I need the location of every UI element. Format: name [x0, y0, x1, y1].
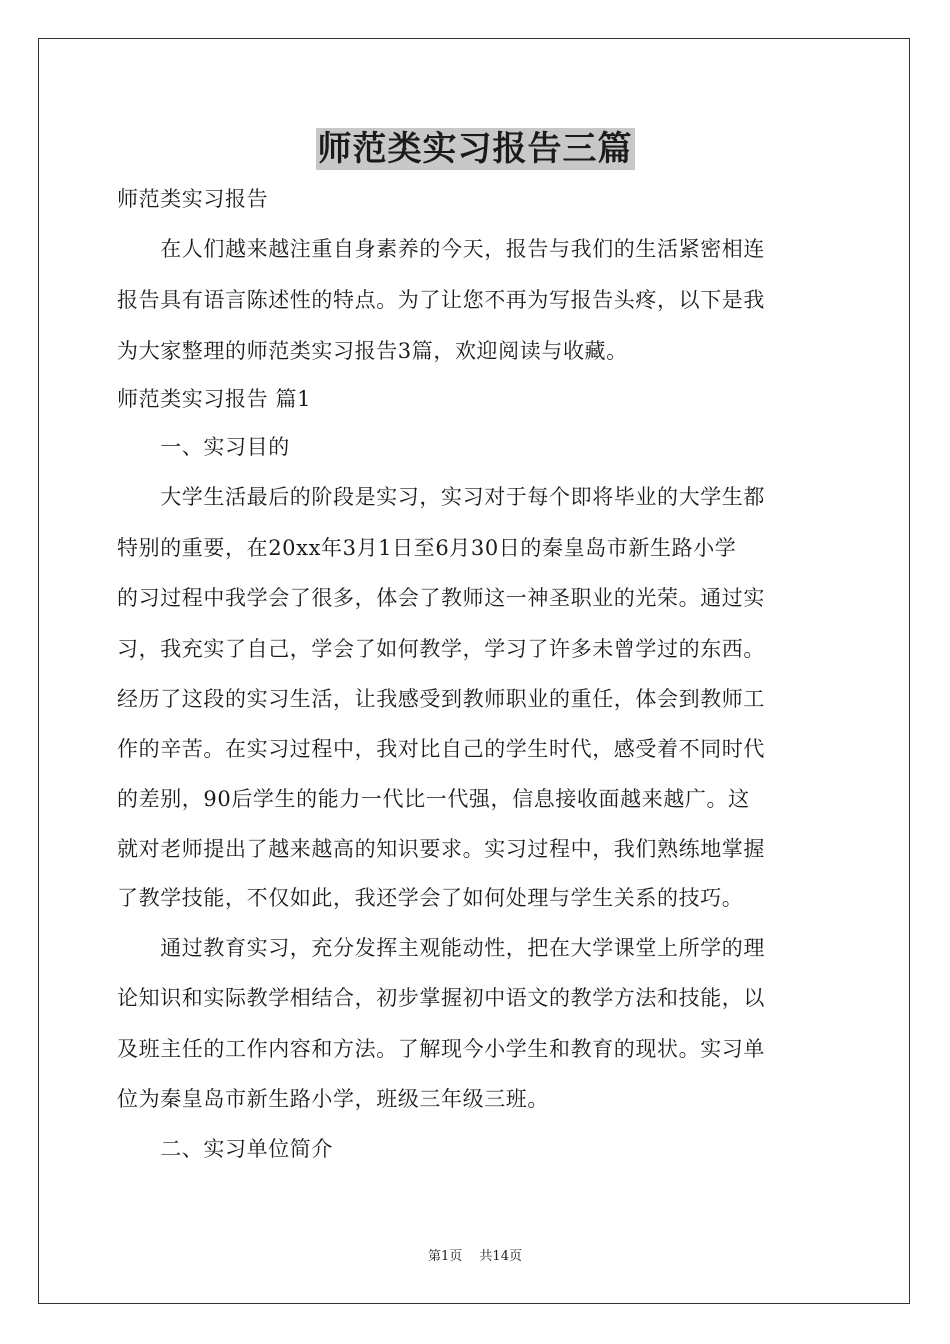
- paragraph-line: 作的辛苦。在实习过程中，我对比自己的学生时代，感受着不同时代: [117, 737, 765, 761]
- paragraph-line: 位为秦皇岛市新生路小学，班级三年级三班。: [117, 1087, 549, 1111]
- paragraph-line: 通过教育实习，充分发挥主观能动性，把在大学课堂上所学的理: [117, 936, 765, 960]
- paragraph-line: 大学生活最后的阶段是实习，实习对于每个即将毕业的大学生都: [117, 485, 765, 509]
- paragraph-line: 在人们越来越注重自身素养的今天，报告与我们的生活紧密相连: [117, 237, 765, 261]
- page-border: [38, 38, 910, 1304]
- document-title: 师范类实习报告三篇: [317, 129, 633, 169]
- paragraph-line: 报告具有语言陈述性的特点。为了让您不再为写报告头疼，以下是我: [117, 288, 765, 312]
- section-heading: 师范类实习报告 篇1: [117, 387, 312, 411]
- section-heading: 师范类实习报告: [117, 187, 269, 211]
- paragraph-line: 习，我充实了自己，学会了如何教学，学习了许多未曾学过的东西。: [117, 637, 765, 661]
- paragraph-line: 特别的重要，在20xx年3月1日至6月30日的秦皇岛市新生路小学: [117, 536, 737, 560]
- paragraph-line: 的习过程中我学会了很多，体会了教师这一神圣职业的光荣。通过实: [117, 586, 765, 610]
- paragraph-line: 论知识和实际教学相结合，初步掌握初中语文的教学方法和技能，以: [117, 986, 765, 1010]
- subsection-heading: 一、实习目的: [117, 435, 290, 459]
- paragraph-line: 经历了这段的实习生活，让我感受到教师职业的重任，体会到教师工: [117, 687, 765, 711]
- paragraph-line: 及班主任的工作内容和方法。了解现今小学生和教育的现状。实习单: [117, 1037, 765, 1061]
- subsection-heading: 二、实习单位简介: [117, 1137, 333, 1161]
- paragraph-line: 为大家整理的师范类实习报告3篇，欢迎阅读与收藏。: [117, 339, 628, 363]
- page-footer: 第1页 共14页: [428, 1249, 522, 1264]
- paragraph-line: 的差别，90后学生的能力一代比一代强，信息接收面越来越广。这: [117, 787, 750, 811]
- title-container: [0, 128, 950, 170]
- paragraph-line: 了教学技能，不仅如此，我还学会了如何处理与学生关系的技巧。: [117, 886, 744, 910]
- paragraph-line: 就对老师提出了越来越高的知识要求。实习过程中，我们熟练地掌握: [117, 837, 765, 861]
